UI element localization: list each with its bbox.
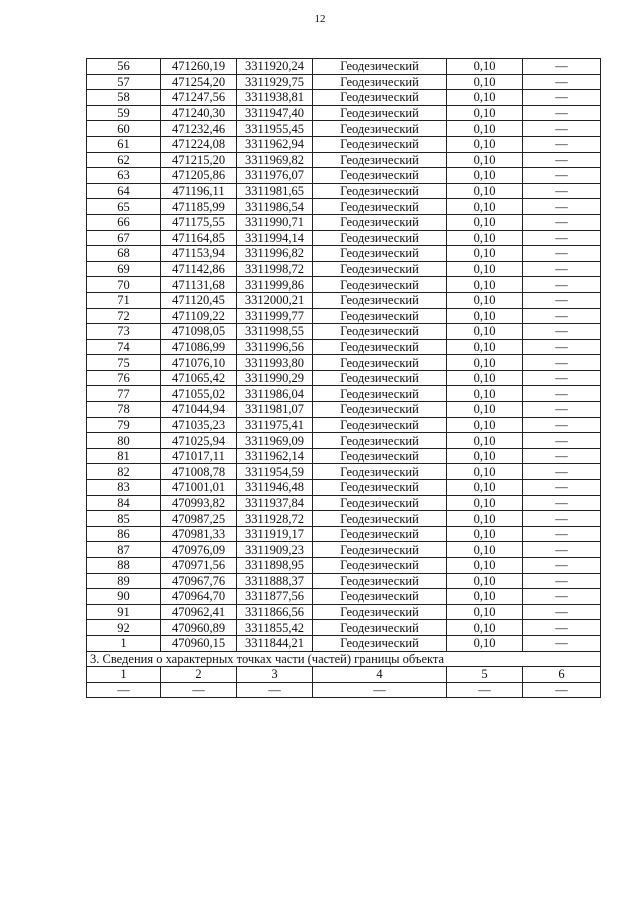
note-cell: — — [523, 168, 601, 184]
accuracy-cell: 0,10 — [447, 90, 523, 106]
table-row — [87, 542, 601, 558]
accuracy-cell: 0,10 — [447, 402, 523, 418]
empty-cell: — — [237, 682, 313, 698]
y-coordinate-cell: 3311844,21 — [237, 635, 313, 651]
x-coordinate-cell: 471025,94 — [161, 433, 237, 449]
x-coordinate-cell: 471247,56 — [161, 90, 237, 106]
table-row — [87, 464, 601, 480]
x-coordinate-cell: 471196,11 — [161, 183, 237, 199]
point-number-cell: 62 — [87, 152, 161, 168]
y-coordinate-cell: 3311877,56 — [237, 589, 313, 605]
accuracy-cell: 0,10 — [447, 480, 523, 496]
accuracy-cell: 0,10 — [447, 526, 523, 542]
x-coordinate-cell: 471065,42 — [161, 370, 237, 386]
point-number-cell: 82 — [87, 464, 161, 480]
point-number-cell: 90 — [87, 589, 161, 605]
point-number-cell: 63 — [87, 168, 161, 184]
y-coordinate-cell: 3311888,37 — [237, 573, 313, 589]
method-cell: Геодезический — [313, 386, 447, 402]
x-coordinate-cell: 471232,46 — [161, 121, 237, 137]
accuracy-cell: 0,10 — [447, 292, 523, 308]
x-coordinate-cell: 471131,68 — [161, 277, 237, 293]
y-coordinate-cell: 3311986,54 — [237, 199, 313, 215]
y-coordinate-cell: 3311999,77 — [237, 308, 313, 324]
x-coordinate-cell: 471109,22 — [161, 308, 237, 324]
method-cell: Геодезический — [313, 573, 447, 589]
y-coordinate-cell: 3311855,42 — [237, 620, 313, 636]
method-cell: Геодезический — [313, 526, 447, 542]
table-row — [87, 448, 601, 464]
method-cell: Геодезический — [313, 74, 447, 90]
method-cell: Геодезический — [313, 635, 447, 651]
note-cell: — — [523, 90, 601, 106]
point-number-cell: 56 — [87, 59, 161, 75]
accuracy-cell: 0,10 — [447, 417, 523, 433]
accuracy-cell: 0,10 — [447, 246, 523, 262]
table-row — [87, 261, 601, 277]
method-cell: Геодезический — [313, 402, 447, 418]
y-coordinate-cell: 3311990,29 — [237, 370, 313, 386]
x-coordinate-cell: 471035,23 — [161, 417, 237, 433]
method-cell: Геодезический — [313, 230, 447, 246]
note-cell: — — [523, 261, 601, 277]
method-cell: Геодезический — [313, 511, 447, 527]
note-cell: — — [523, 105, 601, 121]
note-cell: — — [523, 136, 601, 152]
table-row — [87, 90, 601, 106]
y-coordinate-cell: 3311981,07 — [237, 402, 313, 418]
method-cell: Геодезический — [313, 417, 447, 433]
y-coordinate-cell: 3312000,21 — [237, 292, 313, 308]
point-number-cell: 85 — [87, 511, 161, 527]
note-cell: — — [523, 386, 601, 402]
y-coordinate-cell: 3311994,14 — [237, 230, 313, 246]
method-cell: Геодезический — [313, 433, 447, 449]
note-cell: — — [523, 495, 601, 511]
y-coordinate-cell: 3311866,56 — [237, 604, 313, 620]
method-cell: Геодезический — [313, 448, 447, 464]
y-coordinate-cell: 3311996,82 — [237, 246, 313, 262]
y-coordinate-cell: 3311999,86 — [237, 277, 313, 293]
note-cell: — — [523, 448, 601, 464]
method-cell: Геодезический — [313, 495, 447, 511]
x-coordinate-cell: 471008,78 — [161, 464, 237, 480]
table-row — [87, 308, 601, 324]
point-number-cell: 1 — [87, 635, 161, 651]
x-coordinate-cell: 471098,05 — [161, 324, 237, 340]
table-row — [87, 386, 601, 402]
x-coordinate-cell: 471240,30 — [161, 105, 237, 121]
method-cell: Геодезический — [313, 246, 447, 262]
accuracy-cell: 0,10 — [447, 635, 523, 651]
y-coordinate-cell: 3311928,72 — [237, 511, 313, 527]
method-cell: Геодезический — [313, 277, 447, 293]
section-title: 3. Сведения о характерных точках части (частей) границы объекта — [87, 651, 601, 667]
method-cell: Геодезический — [313, 90, 447, 106]
point-number-cell: 75 — [87, 355, 161, 371]
x-coordinate-cell: 471260,19 — [161, 59, 237, 75]
y-coordinate-cell: 3311975,41 — [237, 417, 313, 433]
x-coordinate-cell: 471224,08 — [161, 136, 237, 152]
y-coordinate-cell: 3311969,09 — [237, 433, 313, 449]
point-number-cell: 59 — [87, 105, 161, 121]
x-coordinate-cell: 471001,01 — [161, 480, 237, 496]
table-row — [87, 214, 601, 230]
table-row — [87, 339, 601, 355]
accuracy-cell: 0,10 — [447, 386, 523, 402]
method-cell: Геодезический — [313, 355, 447, 371]
method-cell: Геодезический — [313, 589, 447, 605]
page-number: 12 — [314, 13, 326, 25]
table-row — [87, 355, 601, 371]
table-row — [87, 168, 601, 184]
point-number-cell: 68 — [87, 246, 161, 262]
accuracy-cell: 0,10 — [447, 59, 523, 75]
method-cell: Геодезический — [313, 105, 447, 121]
table-row — [87, 558, 601, 574]
x-coordinate-cell: 470960,89 — [161, 620, 237, 636]
x-coordinate-cell: 471086,99 — [161, 339, 237, 355]
method-cell: Геодезический — [313, 620, 447, 636]
table-row — [87, 199, 601, 215]
note-cell: — — [523, 355, 601, 371]
note-cell: — — [523, 370, 601, 386]
column-number-cell: 4 — [313, 667, 447, 683]
table-row — [87, 230, 601, 246]
empty-cell: — — [161, 682, 237, 698]
table-row — [87, 604, 601, 620]
empty-data-row — [87, 682, 601, 698]
point-number-cell: 80 — [87, 433, 161, 449]
note-cell: — — [523, 542, 601, 558]
y-coordinate-cell: 3311962,94 — [237, 136, 313, 152]
table-row — [87, 620, 601, 636]
table-row — [87, 246, 601, 262]
y-coordinate-cell: 3311909,23 — [237, 542, 313, 558]
empty-cell: — — [523, 682, 601, 698]
method-cell: Геодезический — [313, 292, 447, 308]
accuracy-cell: 0,10 — [447, 324, 523, 340]
empty-cell: — — [447, 682, 523, 698]
point-number-cell: 70 — [87, 277, 161, 293]
note-cell: — — [523, 199, 601, 215]
point-number-cell: 61 — [87, 136, 161, 152]
method-cell: Геодезический — [313, 339, 447, 355]
accuracy-cell: 0,10 — [447, 261, 523, 277]
y-coordinate-cell: 3311898,95 — [237, 558, 313, 574]
accuracy-cell: 0,10 — [447, 152, 523, 168]
note-cell: — — [523, 324, 601, 340]
method-cell: Геодезический — [313, 464, 447, 480]
accuracy-cell: 0,10 — [447, 464, 523, 480]
accuracy-cell: 0,10 — [447, 558, 523, 574]
x-coordinate-cell: 470967,76 — [161, 573, 237, 589]
x-coordinate-cell: 471215,20 — [161, 152, 237, 168]
point-number-cell: 57 — [87, 74, 161, 90]
table-row — [87, 121, 601, 137]
table-row — [87, 573, 601, 589]
y-coordinate-cell: 3311993,80 — [237, 355, 313, 371]
column-number-row — [87, 667, 601, 683]
note-cell: — — [523, 292, 601, 308]
x-coordinate-cell: 471055,02 — [161, 386, 237, 402]
method-cell: Геодезический — [313, 152, 447, 168]
x-coordinate-cell: 470981,33 — [161, 526, 237, 542]
x-coordinate-cell: 471142,86 — [161, 261, 237, 277]
note-cell: — — [523, 339, 601, 355]
point-number-cell: 91 — [87, 604, 161, 620]
note-cell: — — [523, 230, 601, 246]
point-number-cell: 77 — [87, 386, 161, 402]
method-cell: Геодезический — [313, 324, 447, 340]
x-coordinate-cell: 471254,20 — [161, 74, 237, 90]
note-cell: — — [523, 433, 601, 449]
table-row — [87, 59, 601, 75]
x-coordinate-cell: 470993,82 — [161, 495, 237, 511]
point-number-cell: 83 — [87, 480, 161, 496]
x-coordinate-cell: 471120,45 — [161, 292, 237, 308]
empty-cell: — — [313, 682, 447, 698]
method-cell: Геодезический — [313, 558, 447, 574]
accuracy-cell: 0,10 — [447, 136, 523, 152]
y-coordinate-cell: 3311996,56 — [237, 339, 313, 355]
method-cell: Геодезический — [313, 121, 447, 137]
accuracy-cell: 0,10 — [447, 604, 523, 620]
accuracy-cell: 0,10 — [447, 183, 523, 199]
coordinates-table — [86, 58, 601, 698]
point-number-cell: 66 — [87, 214, 161, 230]
point-number-cell: 72 — [87, 308, 161, 324]
x-coordinate-cell: 471185,99 — [161, 199, 237, 215]
method-cell: Геодезический — [313, 480, 447, 496]
accuracy-cell: 0,10 — [447, 339, 523, 355]
accuracy-cell: 0,10 — [447, 495, 523, 511]
x-coordinate-cell: 471164,85 — [161, 230, 237, 246]
empty-cell: — — [87, 682, 161, 698]
accuracy-cell: 0,10 — [447, 308, 523, 324]
table-row — [87, 402, 601, 418]
method-cell: Геодезический — [313, 183, 447, 199]
accuracy-cell: 0,10 — [447, 74, 523, 90]
point-number-cell: 69 — [87, 261, 161, 277]
note-cell: — — [523, 152, 601, 168]
x-coordinate-cell: 471205,86 — [161, 168, 237, 184]
note-cell: — — [523, 183, 601, 199]
note-cell: — — [523, 620, 601, 636]
method-cell: Геодезический — [313, 370, 447, 386]
table-row — [87, 183, 601, 199]
x-coordinate-cell: 471017,11 — [161, 448, 237, 464]
method-cell: Геодезический — [313, 59, 447, 75]
accuracy-cell: 0,10 — [447, 589, 523, 605]
x-coordinate-cell: 471175,55 — [161, 214, 237, 230]
accuracy-cell: 0,10 — [447, 355, 523, 371]
point-number-cell: 88 — [87, 558, 161, 574]
table-row — [87, 152, 601, 168]
point-number-cell: 65 — [87, 199, 161, 215]
method-cell: Геодезический — [313, 214, 447, 230]
column-number-cell: 2 — [161, 667, 237, 683]
x-coordinate-cell: 471044,94 — [161, 402, 237, 418]
table-row — [87, 136, 601, 152]
table-row — [87, 526, 601, 542]
note-cell: — — [523, 308, 601, 324]
y-coordinate-cell: 3311976,07 — [237, 168, 313, 184]
point-number-cell: 73 — [87, 324, 161, 340]
method-cell: Геодезический — [313, 168, 447, 184]
note-cell: — — [523, 604, 601, 620]
accuracy-cell: 0,10 — [447, 214, 523, 230]
table-row — [87, 480, 601, 496]
accuracy-cell: 0,10 — [447, 277, 523, 293]
note-cell: — — [523, 558, 601, 574]
note-cell: — — [523, 526, 601, 542]
table-row — [87, 292, 601, 308]
point-number-cell: 87 — [87, 542, 161, 558]
accuracy-cell: 0,10 — [447, 199, 523, 215]
table-row — [87, 433, 601, 449]
accuracy-cell: 0,10 — [447, 433, 523, 449]
method-cell: Геодезический — [313, 604, 447, 620]
x-coordinate-cell: 471153,94 — [161, 246, 237, 262]
y-coordinate-cell: 3311938,81 — [237, 90, 313, 106]
accuracy-cell: 0,10 — [447, 121, 523, 137]
accuracy-cell: 0,10 — [447, 511, 523, 527]
method-cell: Геодезический — [313, 136, 447, 152]
y-coordinate-cell: 3311981,65 — [237, 183, 313, 199]
point-number-cell: 67 — [87, 230, 161, 246]
note-cell: — — [523, 402, 601, 418]
point-number-cell: 64 — [87, 183, 161, 199]
accuracy-cell: 0,10 — [447, 168, 523, 184]
table-row — [87, 277, 601, 293]
y-coordinate-cell: 3311946,48 — [237, 480, 313, 496]
note-cell: — — [523, 59, 601, 75]
point-number-cell: 60 — [87, 121, 161, 137]
coordinates-table-body — [87, 59, 601, 698]
column-number-cell: 6 — [523, 667, 601, 683]
table-row — [87, 511, 601, 527]
y-coordinate-cell: 3311969,82 — [237, 152, 313, 168]
y-coordinate-cell: 3311955,45 — [237, 121, 313, 137]
point-number-cell: 58 — [87, 90, 161, 106]
note-cell: — — [523, 121, 601, 137]
accuracy-cell: 0,10 — [447, 370, 523, 386]
note-cell: — — [523, 464, 601, 480]
x-coordinate-cell: 470987,25 — [161, 511, 237, 527]
note-cell: — — [523, 480, 601, 496]
y-coordinate-cell: 3311998,72 — [237, 261, 313, 277]
y-coordinate-cell: 3311990,71 — [237, 214, 313, 230]
point-number-cell: 78 — [87, 402, 161, 418]
y-coordinate-cell: 3311986,04 — [237, 386, 313, 402]
x-coordinate-cell: 470976,09 — [161, 542, 237, 558]
x-coordinate-cell: 470962,41 — [161, 604, 237, 620]
accuracy-cell: 0,10 — [447, 448, 523, 464]
point-number-cell: 76 — [87, 370, 161, 386]
method-cell: Геодезический — [313, 308, 447, 324]
point-number-cell: 86 — [87, 526, 161, 542]
note-cell: — — [523, 246, 601, 262]
method-cell: Геодезический — [313, 542, 447, 558]
section-title-row — [87, 651, 601, 667]
y-coordinate-cell: 3311954,59 — [237, 464, 313, 480]
table-row — [87, 495, 601, 511]
note-cell: — — [523, 277, 601, 293]
accuracy-cell: 0,10 — [447, 230, 523, 246]
y-coordinate-cell: 3311929,75 — [237, 74, 313, 90]
table-row — [87, 324, 601, 340]
note-cell: — — [523, 74, 601, 90]
accuracy-cell: 0,10 — [447, 620, 523, 636]
note-cell: — — [523, 511, 601, 527]
column-number-cell: 5 — [447, 667, 523, 683]
x-coordinate-cell: 470971,56 — [161, 558, 237, 574]
note-cell: — — [523, 214, 601, 230]
y-coordinate-cell: 3311947,40 — [237, 105, 313, 121]
y-coordinate-cell: 3311920,24 — [237, 59, 313, 75]
point-number-cell: 71 — [87, 292, 161, 308]
y-coordinate-cell: 3311919,17 — [237, 526, 313, 542]
note-cell: — — [523, 589, 601, 605]
note-cell: — — [523, 417, 601, 433]
method-cell: Геодезический — [313, 199, 447, 215]
x-coordinate-cell: 470964,70 — [161, 589, 237, 605]
note-cell: — — [523, 573, 601, 589]
table-row — [87, 370, 601, 386]
x-coordinate-cell: 471076,10 — [161, 355, 237, 371]
table-row — [87, 589, 601, 605]
column-number-cell: 1 — [87, 667, 161, 683]
accuracy-cell: 0,10 — [447, 573, 523, 589]
x-coordinate-cell: 470960,15 — [161, 635, 237, 651]
table-row — [87, 635, 601, 651]
table-row — [87, 74, 601, 90]
table-row — [87, 417, 601, 433]
point-number-cell: 84 — [87, 495, 161, 511]
accuracy-cell: 0,10 — [447, 105, 523, 121]
point-number-cell: 79 — [87, 417, 161, 433]
point-number-cell: 89 — [87, 573, 161, 589]
y-coordinate-cell: 3311937,84 — [237, 495, 313, 511]
point-number-cell: 81 — [87, 448, 161, 464]
accuracy-cell: 0,10 — [447, 542, 523, 558]
method-cell: Геодезический — [313, 261, 447, 277]
point-number-cell: 74 — [87, 339, 161, 355]
note-cell: — — [523, 635, 601, 651]
y-coordinate-cell: 3311998,55 — [237, 324, 313, 340]
column-number-cell: 3 — [237, 667, 313, 683]
table-row — [87, 105, 601, 121]
y-coordinate-cell: 3311962,14 — [237, 448, 313, 464]
point-number-cell: 92 — [87, 620, 161, 636]
